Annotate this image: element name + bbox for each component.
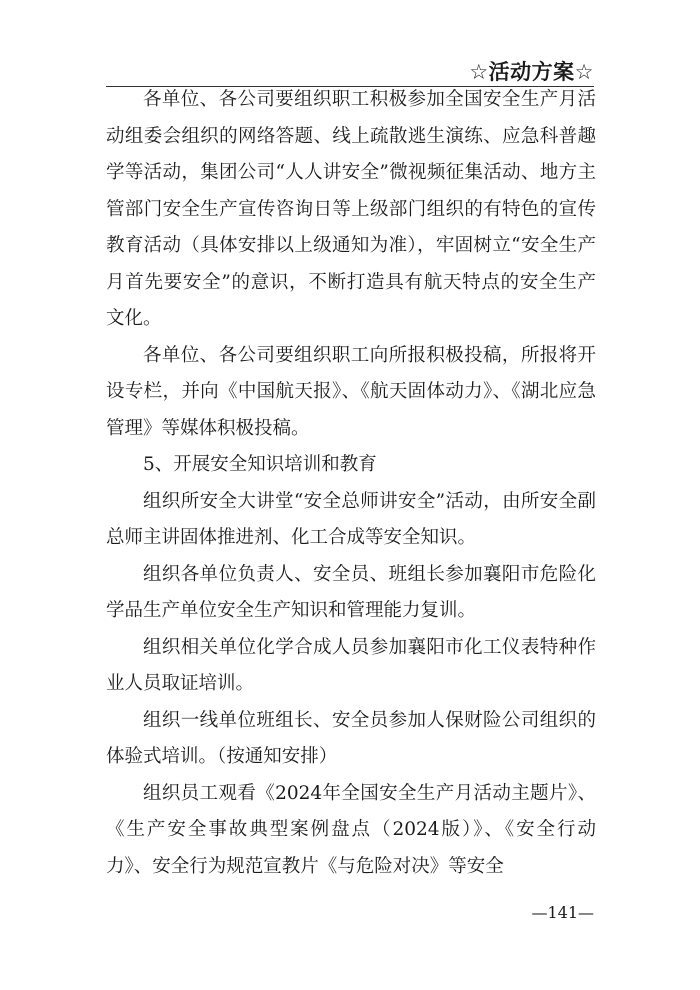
paragraph-video-viewing: 组织员工观看《2024年全国安全生产月活动主题片》、《生产安全事故典型案例盘点（2024版）》、《安全行动力》、安全行为规范宣教片《与危险对决》等安全: [106, 782, 596, 877]
paragraph-certification: 组织相关单位化学合成人员参加襄阳市化工仪表特种作业人员取证培训。: [106, 636, 596, 694]
section-heading-training: 5、开展安全知识培训和教育: [143, 454, 377, 475]
paragraph-lecture: 组织所安全大讲堂“安全总师讲安全”活动，由所安全副总师主讲固体推进剂、化工合成等安全知识。: [106, 490, 596, 548]
paragraph-retraining: 组织各单位负责人、安全员、班组长参加襄阳市危险化学品生产单位安全生产知识和管理能力复训。: [106, 563, 596, 621]
page-number: —141—: [531, 903, 594, 922]
paragraph-submissions: 各单位、各公司要组织职工向所报积极投稿，所报将开设专栏，并向《中国航天报》、《航天固体动力》、《湖北应急管理》等媒体积极投稿。: [106, 344, 596, 439]
paragraph-activities: 各单位、各公司要组织职工积极参加全国安全生产月活动组委会组织的网络答题、线上疏散逃生演练、应急科普趣学等活动，集团公司“人人讲安全”微视频征集活动、地方主管部门安全生产宣传咨询日等上级部门组织的有特色的宣传教育活动（具体安排以上级通知为准），牢固树立“安全生产月首先要安全”的意识，不断打造具有航天特点的安全生产文化。: [106, 89, 596, 329]
paragraph-experiential-training: 组织一线单位班组长、安全员参加人保财险公司组织的体验式培训。（按通知安排）: [106, 709, 596, 767]
section-header-title: ☆活动方案☆: [469, 60, 594, 84]
document-body: [106, 82, 596, 885]
